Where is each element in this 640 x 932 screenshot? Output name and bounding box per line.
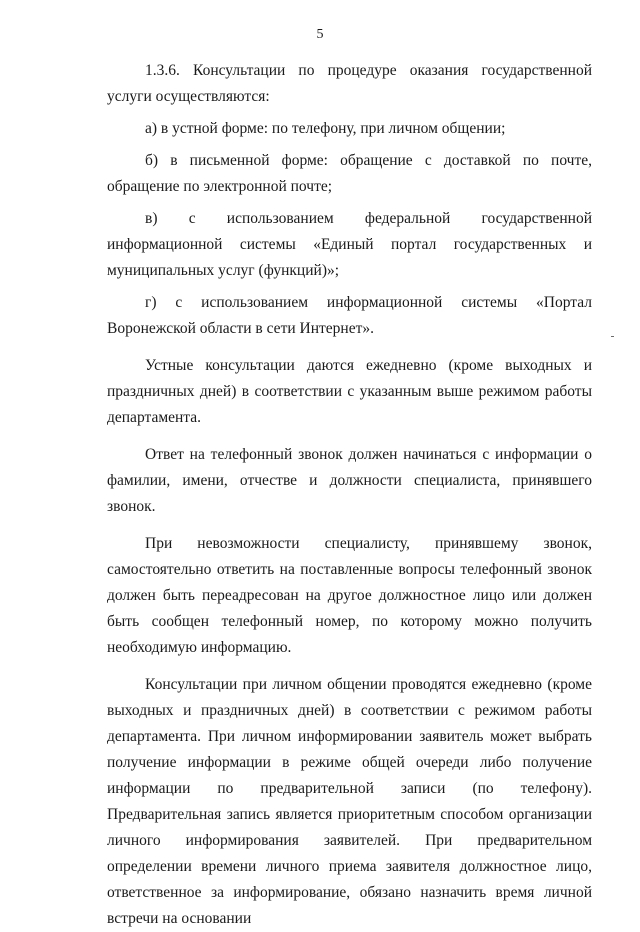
paragraph-item-v: в) с использованием федеральной государственной информационной системы «Единый портал государственных и муниципальных услуг (функций)»; xyxy=(107,210,592,279)
paragraph-oral-consultations: Устные консультации даются ежедневно (кроме выходных и праздничных дней) в соответствии с указанным выше режимом работы департамента. xyxy=(107,357,592,426)
paragraph-item-g: г) с использованием информационной системы «Портал Воронежской области в сети Интернет». xyxy=(107,294,592,337)
paragraph-1-3-6: 1.3.6. Консультации по процедуре оказания государственной услуги осуществляются: xyxy=(107,62,592,105)
scan-mark xyxy=(611,336,614,337)
page-number: 5 xyxy=(316,27,324,42)
paragraph-call-redirect: При невозможности специалисту, принявшему звонок, самостоятельно ответить на поставленные вопросы телефонный звонок должен быть переадресован на другое должностное лицо или должен быть сообщен телефонный номер, по которому можно получить необходимую информацию. xyxy=(107,535,592,656)
document-body xyxy=(107,58,592,932)
paragraph-item-a: а) в устной форме: по телефону, при личном общении; xyxy=(145,120,506,137)
paragraph-phone-answer: Ответ на телефонный звонок должен начинаться с информации о фамилии, имени, отчестве и должности специалиста, принявшего звонок. xyxy=(107,446,592,515)
paragraph-personal-consultations: Консультации при личном общении проводятся ежедневно (кроме выходных и праздничных дней) в соответствии с режимом работы департамента. При личном информировании заявитель может выбрать получение информации в режиме общей очереди либо получение информации по предварительной записи (по телефону). Предварительная запись является приоритетным способом организации личного информирования заявителей. При предварительном определении времени личного приема заявителя должностное лицо, ответственное за информирование, обязано назначить время личной встречи на основании xyxy=(107,676,592,927)
paragraph-item-b: б) в письменной форме: обращение с доставкой по почте, обращение по электронной почте; xyxy=(107,152,592,195)
